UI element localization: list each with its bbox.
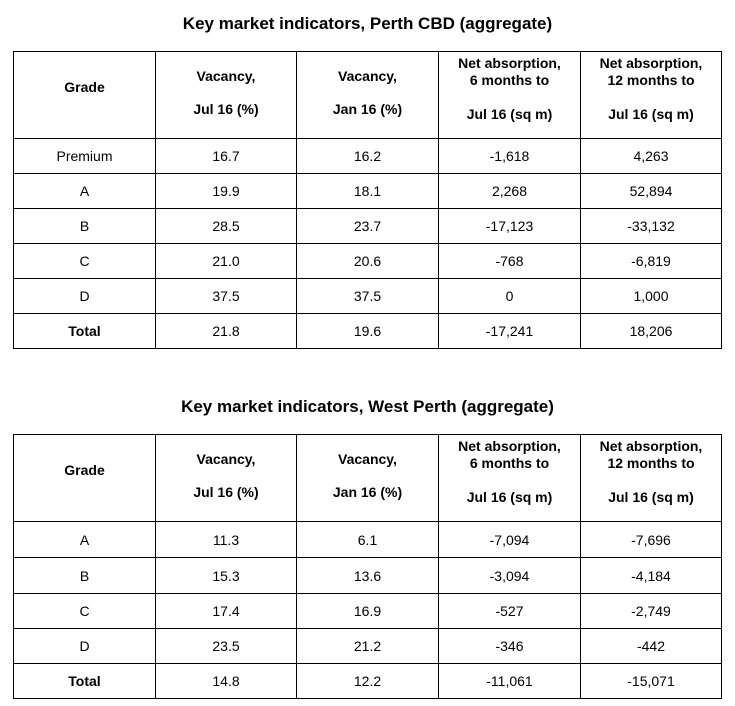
value-cell: -346	[439, 629, 581, 664]
grade-cell: Total	[14, 664, 156, 699]
table1-header-row	[14, 52, 722, 139]
value-cell: -7,094	[439, 522, 581, 558]
value-cell: 18,206	[581, 314, 722, 349]
grade-cell: D	[14, 629, 156, 664]
net-12m-header: Net absorption, 12 months to Jul 16 (sq m)	[581, 52, 722, 139]
vacancy-jan-header: Vacancy, Jan 16 (%)	[297, 435, 439, 522]
value-cell: -33,132	[581, 209, 722, 244]
table1	[13, 51, 722, 349]
value-cell: -17,123	[439, 209, 581, 244]
grade-cell: Total	[14, 314, 156, 349]
table-row	[14, 139, 722, 174]
value-cell: 16.2	[297, 139, 439, 174]
value-cell: -7,696	[581, 522, 722, 558]
value-cell: 14.8	[156, 664, 297, 699]
value-cell: 18.1	[297, 174, 439, 209]
value-cell: 17.4	[156, 594, 297, 629]
value-cell: 16.9	[297, 594, 439, 629]
grade-cell: Premium	[14, 139, 156, 174]
value-cell: -768	[439, 244, 581, 279]
net-6m-header: Net absorption, 6 months to Jul 16 (sq m)	[439, 435, 581, 522]
value-cell: -4,184	[581, 558, 722, 594]
value-cell: 6.1	[297, 522, 439, 558]
value-cell: -442	[581, 629, 722, 664]
table-row	[14, 522, 722, 558]
value-cell: 37.5	[156, 279, 297, 314]
grade-cell: D	[14, 279, 156, 314]
vacancy-jul-header: Vacancy, Jul 16 (%)	[156, 52, 297, 139]
value-cell: 21.8	[156, 314, 297, 349]
value-cell: -17,241	[439, 314, 581, 349]
table1-title: Key market indicators, Perth CBD (aggregate)	[182, 14, 553, 33]
vacancy-jul-header: Vacancy, Jul 16 (%)	[156, 435, 297, 522]
table-row	[14, 629, 722, 664]
grade-cell: A	[14, 174, 156, 209]
value-cell: 23.5	[156, 629, 297, 664]
grade-header: Grade	[14, 435, 156, 522]
grade-cell: B	[14, 209, 156, 244]
value-cell: 19.9	[156, 174, 297, 209]
value-cell: -11,061	[439, 664, 581, 699]
table2-title: Key market indicators, West Perth (aggregate)	[181, 397, 554, 416]
value-cell: 13.6	[297, 558, 439, 594]
value-cell: 21.2	[297, 629, 439, 664]
table-row-total	[14, 664, 722, 699]
grade-cell: B	[14, 558, 156, 594]
value-cell: -527	[439, 594, 581, 629]
value-cell: 11.3	[156, 522, 297, 558]
vacancy-jan-header: Vacancy, Jan 16 (%)	[297, 52, 439, 139]
value-cell: -2,749	[581, 594, 722, 629]
net-12m-header: Net absorption, 12 months to Jul 16 (sq m)	[581, 435, 722, 522]
net-6m-header: Net absorption, 6 months to Jul 16 (sq m)	[439, 52, 581, 139]
table-row	[14, 558, 722, 594]
table-row	[14, 209, 722, 244]
value-cell: 4,263	[581, 139, 722, 174]
value-cell: -3,094	[439, 558, 581, 594]
table-row	[14, 594, 722, 629]
value-cell: 0	[439, 279, 581, 314]
table-row	[14, 174, 722, 209]
value-cell: 23.7	[297, 209, 439, 244]
value-cell: 16.7	[156, 139, 297, 174]
grade-cell: A	[14, 522, 156, 558]
value-cell: -15,071	[581, 664, 722, 699]
value-cell: 1,000	[581, 279, 722, 314]
value-cell: 37.5	[297, 279, 439, 314]
value-cell: 19.6	[297, 314, 439, 349]
value-cell: 52,894	[581, 174, 722, 209]
table-row-total	[14, 314, 722, 349]
value-cell: 15.3	[156, 558, 297, 594]
value-cell: 2,268	[439, 174, 581, 209]
grade-header: Grade	[14, 52, 156, 139]
value-cell: 21.0	[156, 244, 297, 279]
table-row	[14, 244, 722, 279]
value-cell: -6,819	[581, 244, 722, 279]
value-cell: 12.2	[297, 664, 439, 699]
grade-cell: C	[14, 594, 156, 629]
grade-cell: C	[14, 244, 156, 279]
table2-header-row	[14, 435, 722, 522]
value-cell: 28.5	[156, 209, 297, 244]
value-cell: -1,618	[439, 139, 581, 174]
table2	[13, 434, 722, 699]
value-cell: 20.6	[297, 244, 439, 279]
table-row	[14, 279, 722, 314]
